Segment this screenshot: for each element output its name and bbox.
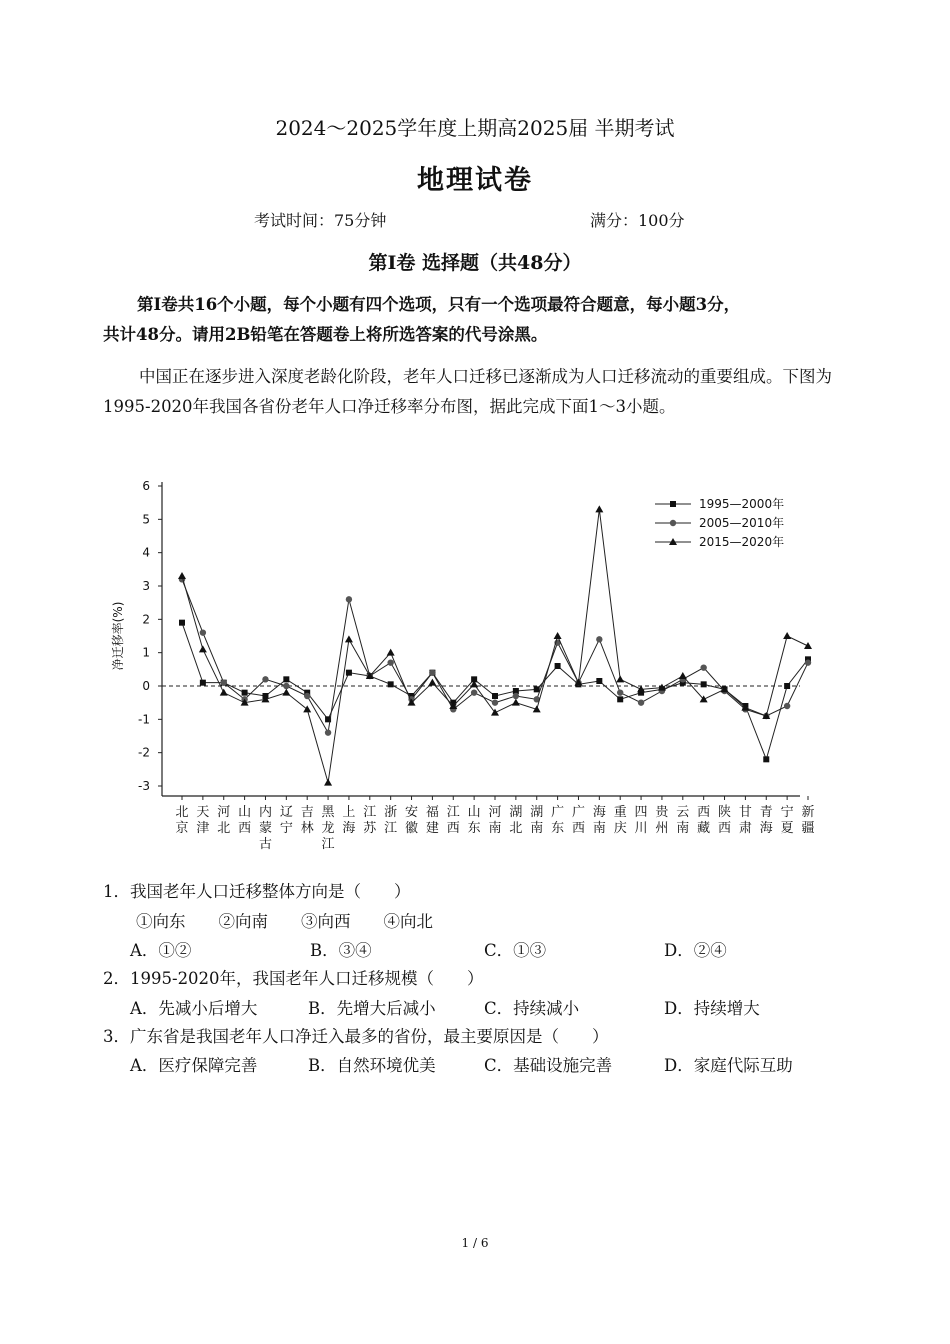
data-point-s1: [388, 681, 394, 687]
data-point-s2: [325, 729, 331, 735]
q1-option-a[interactable]: A．①②: [130, 941, 192, 960]
data-point-s1: [346, 670, 352, 676]
q2-option-d[interactable]: D．持续增大: [664, 999, 760, 1018]
legend-label: 1995—2000年: [699, 497, 785, 511]
x-tick-label: 贵州: [655, 805, 669, 836]
x-tick-label: 海南: [592, 805, 606, 836]
q1-option-b[interactable]: B．③④: [310, 941, 372, 960]
instruction-line-1: 第Ⅰ卷共16个小题，每个小题有四个选项，只有一个选项最符合题意，每小题3分，: [137, 295, 741, 314]
series-line-3: [182, 509, 808, 782]
data-point-s2: [221, 679, 227, 685]
x-tick-label: 天津: [196, 805, 210, 836]
full-score: 满分：100分: [590, 211, 685, 230]
question-3-stem: 3．广东省是我国老年人口净迁入最多的省份，最主要原因是（ ）: [103, 1027, 609, 1046]
data-point-s3: [282, 689, 290, 696]
x-tick-label: 山西: [238, 805, 252, 836]
y-tick-label: 0: [142, 679, 150, 693]
legend-label: 2015—2020年: [699, 535, 785, 549]
data-point-s2: [471, 689, 477, 695]
exam-time: 考试时间：75分钟: [254, 211, 387, 230]
x-tick-label: 江西: [446, 805, 460, 836]
data-point-s1: [492, 693, 498, 699]
x-tick-label: 黑龙江: [321, 805, 335, 852]
data-point-s1: [534, 686, 540, 692]
y-tick-label: 5: [142, 512, 150, 527]
x-tick-label: 山东: [467, 805, 481, 836]
data-point-s3: [324, 779, 332, 786]
y-tick-label: 6: [142, 479, 150, 493]
x-tick-label: 福建: [425, 805, 439, 836]
data-point-s2: [346, 596, 352, 602]
x-tick-label: 广西: [571, 805, 585, 836]
x-tick-label: 北京: [175, 805, 189, 836]
question-2-stem: 2．1995-2020年，我国老年人口迁移规模（ ）: [103, 969, 484, 988]
data-point-s3: [345, 635, 353, 642]
data-point-s2: [596, 636, 602, 642]
y-tick-label: 1: [142, 645, 150, 660]
x-tick-label: 宁夏: [780, 805, 794, 836]
question-1-choices: ①向东 ②向南 ③向西 ④向北: [136, 912, 433, 931]
x-tick-label: 西藏: [697, 805, 711, 836]
data-point-s1: [763, 756, 769, 762]
data-point-s1: [555, 663, 561, 669]
data-point-s3: [804, 642, 812, 649]
x-tick-label: 辽宁: [279, 805, 293, 836]
q1-option-c[interactable]: C．①③: [484, 941, 547, 960]
data-point-s3: [178, 572, 186, 579]
data-point-s2: [700, 664, 706, 670]
data-point-s3: [554, 632, 562, 639]
data-point-s1: [701, 681, 707, 687]
x-tick-label: 新疆: [801, 805, 815, 836]
x-tick-label: 广东: [551, 805, 565, 836]
q1-option-d[interactable]: D．②④: [664, 941, 727, 960]
x-tick-label: 吉林: [300, 805, 314, 836]
data-point-s3: [783, 632, 791, 639]
x-tick-label: 青海: [759, 805, 773, 836]
data-point-s2: [429, 669, 435, 675]
data-point-s2: [492, 699, 498, 705]
data-point-s2: [200, 629, 206, 635]
x-tick-label: 重庆: [613, 805, 627, 836]
data-point-s2: [638, 699, 644, 705]
data-point-s2: [617, 689, 623, 695]
migration-chart: [100, 470, 820, 860]
y-axis-label: 净迁移率(%): [111, 601, 125, 671]
data-point-s2: [283, 683, 289, 689]
series-line-1: [182, 623, 808, 760]
data-point-s3: [428, 679, 436, 686]
q2-option-c[interactable]: C．持续减小: [484, 999, 580, 1018]
legend-label: 2005—2010年: [699, 516, 785, 530]
x-tick-label: 陕西: [718, 805, 732, 836]
x-tick-label: 安徽: [405, 805, 419, 836]
x-tick-label: 云南: [676, 805, 690, 836]
x-tick-label: 内蒙古: [258, 805, 272, 852]
x-tick-label: 河南: [488, 805, 502, 836]
section-title: 第Ⅰ卷 选择题（共48分）: [368, 252, 582, 274]
data-point-s2: [387, 659, 393, 665]
x-tick-label: 湖南: [530, 805, 544, 836]
subject-title: 地理试卷: [417, 165, 533, 196]
data-point-s1: [200, 680, 206, 686]
data-point-s2: [784, 703, 790, 709]
q2-option-a[interactable]: A．先减小后增大: [130, 999, 258, 1018]
data-point-s3: [303, 705, 311, 712]
q3-option-a[interactable]: A．医疗保障完善: [130, 1056, 258, 1075]
data-point-s3: [512, 699, 520, 706]
y-tick-label: 2: [142, 612, 150, 627]
data-point-s1: [617, 696, 623, 702]
data-point-s3: [199, 645, 207, 652]
section-instructions: [103, 290, 863, 350]
x-tick-label: 湖北: [509, 805, 523, 836]
data-point-s3: [616, 675, 624, 682]
q3-option-b[interactable]: B．自然环境优美: [308, 1056, 436, 1075]
q3-option-d[interactable]: D．家庭代际互助: [664, 1056, 793, 1075]
q2-option-b[interactable]: B．先增大后减小: [308, 999, 436, 1018]
data-point-s3: [679, 672, 687, 679]
x-tick-label: 江苏: [363, 805, 377, 836]
y-tick-label: -3: [138, 779, 150, 793]
data-point-s1: [784, 683, 790, 689]
x-tick-label: 河北: [217, 805, 231, 836]
y-tick-label: 3: [142, 579, 150, 593]
legend-marker: [670, 501, 676, 507]
data-point-s3: [595, 505, 603, 512]
exam-title-line: 2024～2025学年度上期高2025届 半期考试: [275, 116, 675, 140]
y-tick-label: -1: [138, 712, 150, 727]
x-tick-label: 甘肃: [738, 805, 752, 836]
data-point-s1: [283, 676, 289, 682]
data-point-s3: [387, 649, 395, 656]
x-tick-label: 浙江: [384, 805, 398, 836]
data-point-s1: [179, 620, 185, 626]
page-number: 1 / 6: [461, 1236, 489, 1250]
data-point-s2: [513, 693, 519, 699]
data-point-s3: [491, 709, 499, 716]
y-tick-label: 4: [142, 545, 150, 560]
data-point-s2: [805, 659, 811, 665]
y-tick-label: -2: [138, 745, 150, 760]
question-1-stem: 1．我国老年人口迁移整体方向是（ ）: [103, 882, 411, 901]
passage-text: 中国正在逐步进入深度老龄化阶段，老年人口迁移已逐渐成为人口迁移流动的重要组成。下图为1995-2020年我国各省份老年人口净迁移率分布图，据此完成下面1～3小题。: [103, 367, 832, 416]
data-point-s1: [596, 678, 602, 684]
x-tick-label: 上海: [342, 805, 356, 836]
data-point-s2: [304, 693, 310, 699]
q3-option-c[interactable]: C．基础设施完善: [484, 1056, 613, 1075]
data-point-s1: [242, 690, 248, 696]
chart-svg: [100, 470, 820, 860]
data-point-s3: [220, 689, 228, 696]
x-tick-label: 四川: [634, 805, 648, 836]
data-point-s2: [262, 676, 268, 682]
legend-marker: [670, 520, 676, 526]
instruction-line-2: 共计48分。请用2B铅笔在答题卷上将所选答案的代号涂黑。: [103, 325, 548, 344]
